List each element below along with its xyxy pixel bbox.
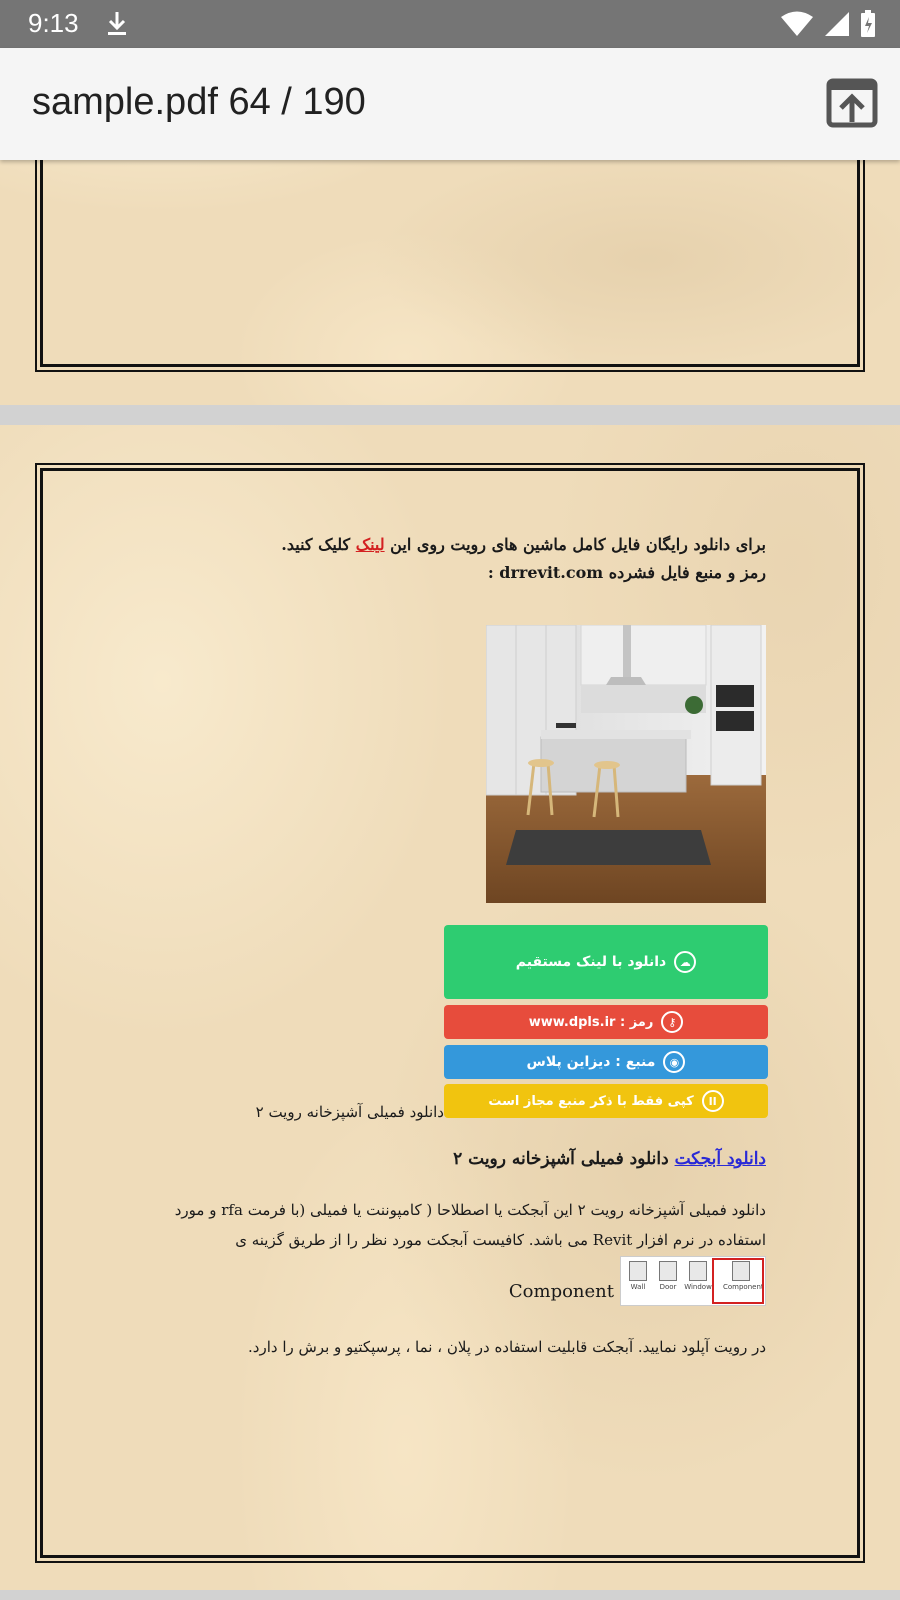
download-link[interactable]: لینک <box>355 535 385 554</box>
component-highlight <box>712 1258 764 1304</box>
object-download-link[interactable]: دانلود آبجکت <box>674 1149 766 1169</box>
document-title: sample.pdf 64 / 190 <box>32 81 366 123</box>
download-icon <box>106 10 128 41</box>
wall-tool <box>623 1261 653 1291</box>
revit-toolbar-image <box>620 1256 766 1306</box>
description-paragraph: دانلود فمیلی آشپزخانه رویت ۲ این آبجکت یا اصطلاحا ( کامپوننت یا فمیلی (با فرمت rfa و مورد استفاده در نرم افزار Revit می باشد. کافیست آبجکت مورد نظر را از طریق گزینه ی <box>174 1201 766 1249</box>
door-tool-label: Door <box>659 1283 677 1291</box>
kitchen-image <box>486 625 766 903</box>
pdf-viewer[interactable] <box>0 160 900 1600</box>
pdf-page-current <box>0 425 900 1590</box>
image-caption: دانلود فمیلی آشپزخانه رویت ۲ <box>255 1103 444 1121</box>
window-icon <box>689 1261 707 1281</box>
wall-icon <box>629 1261 647 1281</box>
direct-download-label: دانلود با لینک مستقیم <box>515 954 667 970</box>
status-time: 9:13 <box>28 8 79 38</box>
wifi-icon <box>780 11 814 42</box>
battery-icon <box>860 10 876 43</box>
section-heading-text: دانلود فمیلی آشپزخانه رویت ۲ <box>453 1149 675 1169</box>
window-tool <box>683 1261 713 1291</box>
component-tool-label: Component <box>723 1283 764 1291</box>
intro-text-end: کلیک کنید. <box>281 535 356 554</box>
pdf-page-previous <box>0 160 900 405</box>
component-word: Component <box>508 1281 614 1302</box>
window-tool-label: Window <box>684 1283 712 1291</box>
key-icon: ⚷ <box>661 1011 683 1033</box>
upload-paragraph: در رویت آپلود نمایید. آبجکت قابلیت استفاده در پلان ، نما ، پرسپکتیو و برش را دارد. <box>248 1338 766 1356</box>
door-tool <box>653 1261 683 1291</box>
copy-notice-banner <box>444 1084 768 1118</box>
download-intro-line <box>281 535 766 554</box>
password-line: رمز و منبع فایل فشرده drrevit.com : <box>487 563 766 582</box>
door-icon <box>659 1261 677 1281</box>
source-label: منبع : دیزاین پلاس <box>526 1054 656 1070</box>
direct-download-button[interactable] <box>444 925 768 999</box>
status-bar <box>0 0 900 48</box>
open-in-app-icon[interactable] <box>826 78 878 128</box>
page-border-inner <box>40 160 860 367</box>
globe-icon: ◉ <box>663 1051 685 1073</box>
intro-text: برای دانلود رایگان فایل کامل ماشین های رویت روی این <box>384 535 766 554</box>
wall-tool-label: Wall <box>630 1283 646 1291</box>
section-heading <box>453 1149 766 1169</box>
copy-notice-label: کپی فقط با ذکر منبع مجاز است <box>488 1093 694 1109</box>
pause-icon: II <box>702 1090 724 1112</box>
cloud-download-icon: ☁ <box>674 951 696 973</box>
app-bar <box>0 48 900 160</box>
component-toolbar-row <box>509 1256 766 1306</box>
signal-icon <box>824 11 850 42</box>
password-banner <box>444 1005 768 1039</box>
source-banner <box>444 1045 768 1079</box>
password-label: رمز : www.dpls.ir <box>528 1014 654 1030</box>
